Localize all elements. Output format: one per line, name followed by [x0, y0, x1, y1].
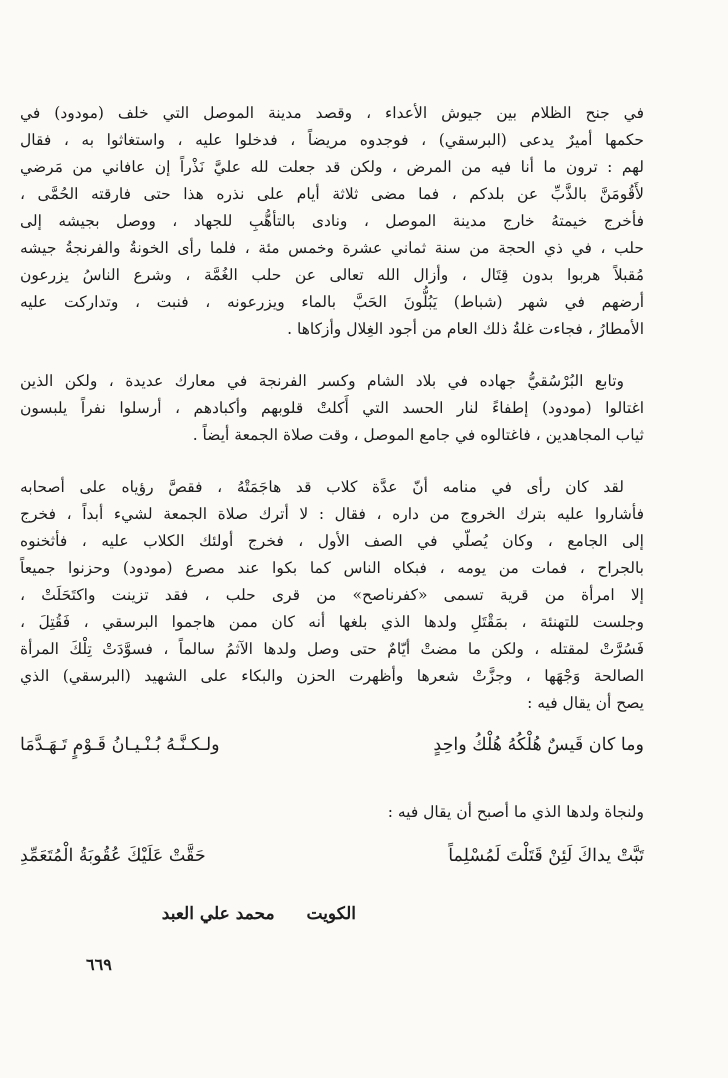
text-line: وجلست للتهنئة ، بمَقْتَلِ ولدها الذي بلغها أنه كان ممن هاجموا البرسقي ، فَقُتِلَ ، — [20, 613, 644, 631]
author-signature — [162, 904, 356, 924]
verse-second-hemistich: حَقَّتْ عَلَيْكَ عُقُوبَةُ الْمُتَعَمِّدِ — [20, 846, 206, 866]
text-line: مُقبلاً هربوا بدون قِتَال ، وأزال الله تعالى عن حلب الغُمَّة ، وشرع الناسُ يزرعون — [20, 266, 644, 284]
text-line: فَسُرَّتْ لمقتله ، ولكن ما مضتْ أيّامٌ حتى وصل ولدها الآثمُ سالماً ، فسوَّدَتْ تِلْكَ المرأة — [20, 640, 644, 658]
text-line: اغتالوا (مودود) إطفاءً لنار الحسد التي أَكلتْ قلوبهم وأكبادهم ، أرسلوا نفراً يلبسون — [20, 399, 644, 417]
signature-author-name: محمد علي العبد — [161, 904, 275, 924]
verse-first-hemistich: وما كان قَيسٌ هُلْكُهُ هُلْكُ واحِدٍ — [433, 735, 644, 755]
text-line: بالجراح ، فمات من يومه ، فبكاه الناس كما بكوا عند مصرع (مودود) وحزنوا جميعاً — [20, 559, 644, 577]
text-line: فأشاروا عليه بترك الخروج من داره ، فقال : لا أترك صلاة الجمعة لشيء أبداً ، فخرج — [20, 505, 644, 523]
text-line: لقد كان رأى في منامه أنّ عدَّة كلاب قد هاجَمَتْهُ ، فقصَّ رؤياه على أصحابه — [20, 478, 624, 496]
verse-intro-line: ولنجاة ولدها الذي ما أصبح أن يقال فيه : — [387, 803, 644, 821]
signature-place: الكويت — [306, 904, 356, 924]
text-line: حلب ، في ذي الحجة من سنة ثماني عشرة وخمس مئة ، فلما رأى الخونةُ والفرنجةُ جيشه — [20, 239, 644, 257]
text-line: لأَقُومَنَّ بالذَّبِّ عن بلدكم ، فما مضى ثلاثة أيام على نذره هذا حتى فارقته الحُمَّى ، — [20, 185, 644, 203]
text-line: وتابع البُرْسُقيُّ جهاده في بلاد الشام وكسر الفرنجة في معارك عديدة ، ولكن الذين — [20, 372, 624, 390]
page-number: ٦٦٩ — [86, 955, 112, 974]
text-line: يصح أن يقال فيه : — [527, 694, 644, 712]
text-line: إلى الجامع ، وكان يُصلّي في الصف الأول ، فخرج أولئك الكلاب عليه ، فأثخنوه — [20, 532, 644, 550]
text-line: حكمها أميرٌ يدعى (البرسقي) ، فوجدوه مريضاً ، فدخلوا عليه ، واستغاثوا به ، فقال — [20, 131, 644, 149]
text-line: إلا امرأة من قرية تسمى «كفرناصح» من قرى حلب ، فقد تزينت واكتَحَلَتْ ، — [20, 586, 644, 604]
text-line: أرضهم في شهر (شباط) يَبُلُّونَ الحَبَّ بالماء ويزرعونه ، فنبت ، وتداركت عليه — [20, 293, 644, 311]
verse-first-hemistich: تَبَّتْ يداكَ لَئِنْ قَتَلْتَ لَمُسْلِماً — [448, 846, 644, 866]
text-line: لهم : ترون ما أنا فيه من المرض ، ولكن قد جعلت لله عليَّ نَذْراً إن عافاني من مَرضي — [20, 158, 644, 176]
verse-second-hemistich: ولـكـنَّـهُ بُـنْـيـانُ قَـوْمٍ تَـهَـدَّمَا — [20, 735, 220, 755]
text-line: ثياب المجاهدين ، فاغتالوه في جامع الموصل ، وقت صلاة الجمعة أيضاً . — [192, 426, 644, 444]
text-line: الصالحة وَجْهَها ، وجزَّتْ شعرها وأظهرت الحزن والبكاء على الشهيد (البرسقي) الذي — [20, 667, 644, 685]
text-line: في جنح الظلام بين جيوش الأعداء ، وقصد مدينة الموصل التي خلف (مودود) في — [20, 104, 644, 122]
text-line: فأخرج خيمتهُ خارج مدينة الموصل ، ونادى بالتأهُّبِ للجهاد ، ووصل بجيشه إلى — [20, 212, 644, 230]
text-line: الأمطارُ ، فجاءت غلةُ ذلك العام من أجود الغِلال وأزكاها . — [287, 320, 644, 338]
